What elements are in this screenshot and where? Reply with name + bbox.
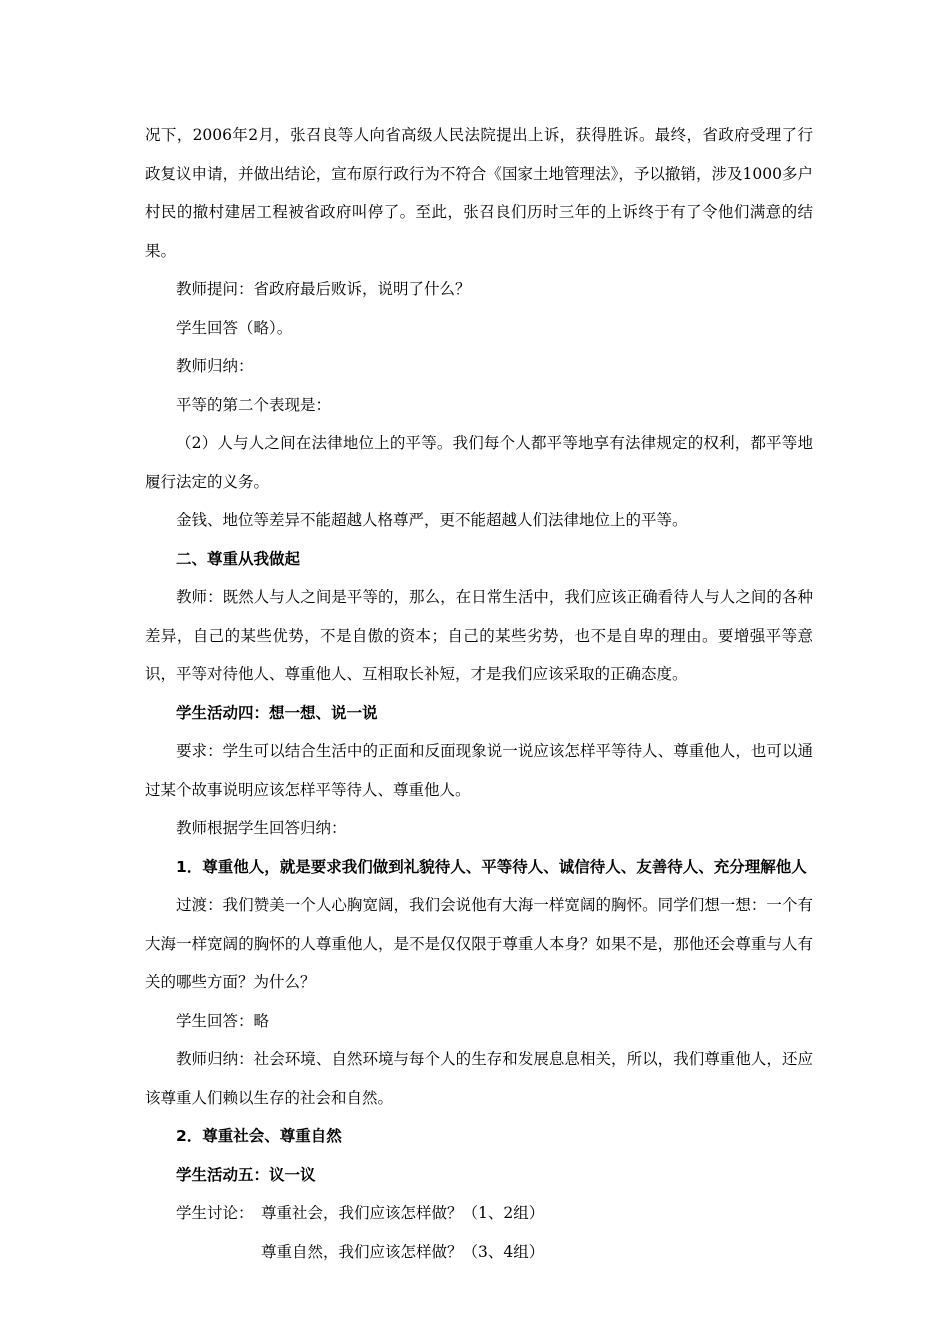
paragraph-teacher-induction: 教师根据学生回答归纳： [176, 819, 347, 837]
paragraph-teacher-equality: 教师：既然人与人之间是平等的，那么，在日常生活中，我们应该正确看待人与人之间的各种差异，自己的某些优势，不是自傲的资本；自己的某些劣势，也不是自卑的理由。要增强平等意识，平等对待他人、尊重他人、互相取长补短，才是我们应该采取的正确态度。 [145, 588, 813, 683]
discussion-line-1: 尊重社会，我们应该怎样做？（1、2组） [261, 1204, 545, 1222]
paragraph-transition: 过渡：我们赞美一个人心胸宽阔，我们会说他有大海一样宽阔的胸怀。同学们想一想：一个有大海一样宽阔的胸怀的人尊重他人，是不是仅仅限于尊重人本身？如果不是，那他还会尊重与人有关的哪些方面？为什么？ [145, 896, 813, 991]
paragraph-legal-equality: （2）人与人之间在法律地位上的平等。我们每个人都平等地享有法律规定的权利，都平等地履行法定的义务。 [145, 434, 813, 491]
paragraph-teacher-summary-label: 教师归纳： [176, 357, 254, 375]
paragraph-case-result: 况下，2006年2月，张召良等人向省高级人民法院提出上诉，获得胜诉。最终，省政府受理了行政复议申请，并做出结论，宣布原行政行为不符合《国家土地管理法》，予以撤销，涉及1000多户村民的撤村建居工程被省政府叫停了。至此，张召良们历时三年的上诉终于有了令他们满意的结果。 [145, 126, 813, 260]
point-respect-others: 1．尊重他人，就是要求我们做到礼貌待人、平等待人、诚信待人、友善待人、充分理解他人 [176, 857, 807, 876]
discussion-label: 学生讨论： [176, 1204, 254, 1222]
point-respect-society-nature: 2．尊重社会、尊重自然 [176, 1127, 342, 1145]
activity-four-heading: 学生活动四：想一想、说一说 [176, 703, 378, 722]
paragraph-second-expression: 平等的第二个表现是： [176, 395, 332, 414]
section-heading-respect: 二、尊重从我做起 [176, 549, 301, 568]
paragraph-money-status: 金钱、地位等差异不能超越人格尊严，更不能超越人们法律地位上的平等。 [176, 511, 688, 529]
paragraph-student-answer-2: 学生回答：略 [176, 1011, 270, 1030]
paragraph-student-answer: 学生回答（略）。 [176, 318, 293, 337]
discussion-line-2: 尊重自然，我们应该怎样做？（3、4组） [261, 1242, 545, 1261]
discussion-row [145, 1194, 813, 1233]
paragraph-teacher-question: 教师提问：省政府最后败诉，说明了什么？ [176, 280, 471, 298]
document-body [145, 116, 813, 1271]
activity-five-heading: 学生活动五：议一议 [176, 1165, 316, 1184]
paragraph-teacher-summary-2: 教师归纳：社会环境、自然环境与每个人的生存和发展息息相关，所以，我们尊重他人，还应该尊重人们赖以生存的社会和自然。 [145, 1050, 813, 1107]
paragraph-requirement: 要求：学生可以结合生活中的正面和反面现象说一说应该怎样平等待人、尊重他人，也可以通过某个故事说明应该怎样平等待人、尊重他人。 [145, 742, 813, 799]
